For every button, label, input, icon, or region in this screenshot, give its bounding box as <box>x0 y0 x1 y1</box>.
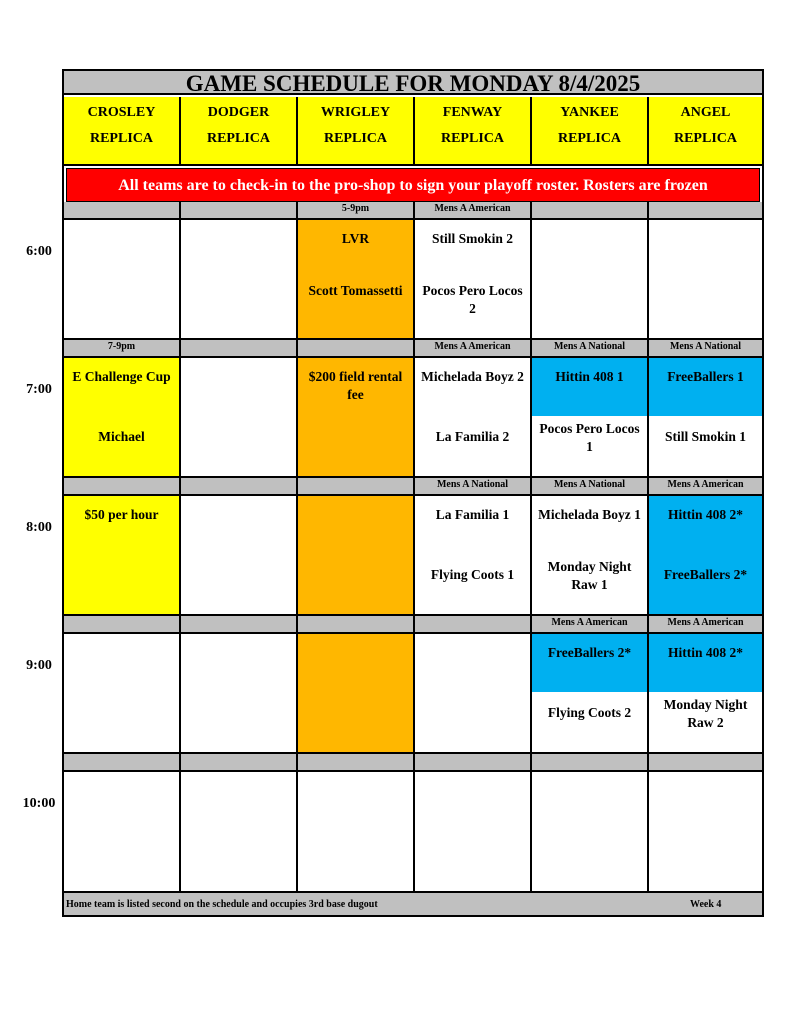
game-cell <box>64 772 181 891</box>
game-cell <box>532 220 649 340</box>
game-label-bar: Mens A National <box>532 478 649 496</box>
game-cell <box>532 496 649 616</box>
game-cell <box>298 772 415 891</box>
time-label: 7:00 <box>26 382 52 397</box>
field-name: YANKEE <box>560 105 619 120</box>
game-cell <box>298 220 415 340</box>
game-label-bar <box>298 340 415 358</box>
cell-highlight <box>649 634 762 692</box>
home-away-team-bottom: Monday Night Raw 2 <box>663 697 748 730</box>
game-label-bar <box>415 616 532 634</box>
game-label-bar: Mens A American <box>415 202 532 220</box>
game-cell <box>532 634 649 754</box>
game-label-bar <box>64 616 181 634</box>
field-header-fenway <box>415 97 532 166</box>
game-label-bar: 5-9pm <box>298 202 415 220</box>
game-label-bar <box>181 340 298 358</box>
field-name: CROSLEY <box>87 105 156 120</box>
home-away-team-top: $50 per hour <box>84 507 159 522</box>
game-label-bar: Mens A American <box>532 616 649 634</box>
game-label-bar: Mens A National <box>649 340 762 358</box>
game-cell <box>298 634 415 754</box>
time-label: 10:00 <box>22 796 56 811</box>
home-away-team-bottom: Monday Night Raw 1 <box>547 559 632 592</box>
field-header-wrigley <box>298 97 415 166</box>
field-name: WRIGLEY <box>320 105 391 120</box>
home-away-team-bottom: Still Smokin 1 <box>664 429 747 444</box>
game-cell <box>415 220 532 340</box>
home-away-team-bottom: Pocos Pero Locos 2 <box>422 283 523 316</box>
game-label-bar <box>181 616 298 634</box>
game-cell <box>181 358 298 478</box>
home-away-team-top: FreeBallers 2* <box>547 645 632 660</box>
game-cell <box>181 496 298 616</box>
cell-highlight <box>649 358 762 416</box>
footer-note: Home team is listed second on the schedule and occupies 3rd base dugout <box>66 899 378 910</box>
game-label-bar <box>298 616 415 634</box>
home-away-team-bottom: Michael <box>98 429 145 444</box>
game-label-bar <box>181 478 298 496</box>
field-name: DODGER <box>207 105 270 120</box>
home-away-team-bottom: Flying Coots 1 <box>430 567 515 582</box>
home-away-team-bottom: Scott Tomassetti <box>308 283 403 298</box>
game-cell <box>298 358 415 478</box>
game-label-bar <box>298 754 415 772</box>
schedule-title: GAME SCHEDULE FOR MONDAY 8/4/2025 <box>64 71 762 95</box>
home-away-team-top: La Familia 1 <box>435 507 510 522</box>
schedule-table <box>62 69 764 917</box>
game-cell <box>415 358 532 478</box>
game-label-bar <box>64 478 181 496</box>
field-name: ANGEL <box>680 105 731 120</box>
game-cell <box>532 358 649 478</box>
game-label-bar: Mens A National <box>415 478 532 496</box>
game-label-bar: Mens A American <box>415 340 532 358</box>
home-away-team-bottom: La Familia 2 <box>435 429 510 444</box>
cell-highlight <box>532 358 647 416</box>
game-label-bar: Mens A American <box>649 616 762 634</box>
field-subtitle: REPLICA <box>323 131 387 146</box>
game-label-bar <box>181 754 298 772</box>
game-cell <box>181 220 298 340</box>
footer-bar <box>64 891 762 915</box>
home-away-team-top: Michelada Boyz 1 <box>538 507 641 522</box>
field-header-angel <box>649 97 762 166</box>
game-cell <box>649 220 762 340</box>
game-label-bar <box>649 202 762 220</box>
field-subtitle: REPLICA <box>89 131 153 146</box>
game-cell <box>64 358 181 478</box>
game-cell <box>298 496 415 616</box>
game-label-bar <box>532 754 649 772</box>
home-away-team-bottom: Flying Coots 2 <box>547 705 632 720</box>
game-cell <box>649 772 762 891</box>
game-cell <box>64 634 181 754</box>
game-cell <box>649 634 762 754</box>
field-subtitle: REPLICA <box>206 131 270 146</box>
game-label-bar <box>181 202 298 220</box>
game-label-bar: 7-9pm <box>64 340 181 358</box>
game-cell <box>181 634 298 754</box>
game-label-bar <box>649 754 762 772</box>
home-away-team-top: $200 field rental fee <box>308 369 403 402</box>
home-away-team-top: Hittin 408 2* <box>667 645 743 660</box>
time-label: 9:00 <box>26 658 52 673</box>
home-away-team-top: E Challenge Cup <box>72 369 171 384</box>
field-header-dodger <box>181 97 298 166</box>
home-away-team-bottom: Pocos Pero Locos 1 <box>539 421 640 454</box>
field-name: FENWAY <box>442 105 503 120</box>
game-label-bar <box>64 202 181 220</box>
time-label: 8:00 <box>26 520 52 535</box>
game-cell <box>649 358 762 478</box>
footer-week: Week 4 <box>690 899 722 910</box>
game-cell <box>64 220 181 340</box>
game-cell <box>649 496 762 616</box>
game-cell <box>532 772 649 891</box>
home-away-team-top: Hittin 408 1 <box>555 369 624 384</box>
game-label-bar <box>298 478 415 496</box>
game-label-bar <box>64 754 181 772</box>
game-cell <box>415 496 532 616</box>
game-label-bar: Mens A National <box>532 340 649 358</box>
home-away-team-top: Still Smokin 2 <box>431 231 514 246</box>
home-away-team-bottom: FreeBallers 2* <box>663 567 748 582</box>
game-cell <box>64 496 181 616</box>
field-header-yankee <box>532 97 649 166</box>
game-label-bar <box>532 202 649 220</box>
game-label-bar <box>415 754 532 772</box>
cell-highlight <box>532 634 647 692</box>
field-subtitle: REPLICA <box>673 131 737 146</box>
field-header-crosley <box>64 97 181 166</box>
field-subtitle: REPLICA <box>440 131 504 146</box>
game-cell <box>181 772 298 891</box>
home-away-team-top: FreeBallers 1 <box>667 369 744 384</box>
game-cell <box>415 772 532 891</box>
notice-banner: All teams are to check-in to the pro-shop to sign your playoff roster. Rosters are frozen <box>66 168 760 202</box>
field-subtitle: REPLICA <box>557 131 621 146</box>
time-label: 6:00 <box>26 244 52 259</box>
game-label-bar: Mens A American <box>649 478 762 496</box>
game-cell <box>415 634 532 754</box>
home-away-team-top: LVR <box>341 231 370 246</box>
home-away-team-top: Hittin 408 2* <box>667 507 743 522</box>
home-away-team-top: Michelada Boyz 2 <box>421 369 524 384</box>
